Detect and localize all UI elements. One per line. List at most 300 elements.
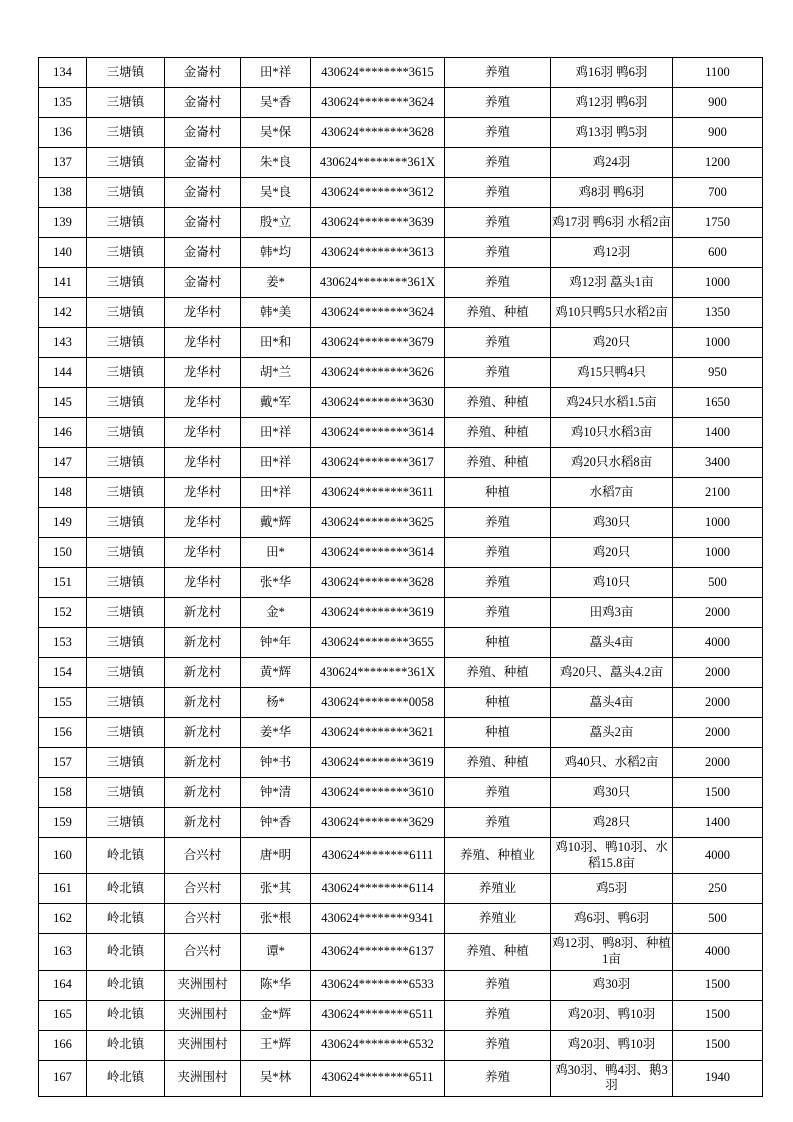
- cell-scale: 鸡40只、水稻2亩: [551, 748, 673, 778]
- cell-amount: 600: [673, 238, 763, 268]
- cell-amount: 1400: [673, 808, 763, 838]
- cell-amount: 1400: [673, 418, 763, 448]
- cell-no: 141: [39, 268, 87, 298]
- cell-type: 养殖: [445, 358, 551, 388]
- cell-name: 田*祥: [241, 418, 311, 448]
- cell-village: 龙华村: [165, 448, 241, 478]
- cell-village: 合兴村: [165, 838, 241, 874]
- cell-type: 养殖、种植: [445, 748, 551, 778]
- cell-village: 合兴村: [165, 904, 241, 934]
- cell-name: 吴*林: [241, 1060, 311, 1096]
- cell-no: 157: [39, 748, 87, 778]
- cell-village: 新龙村: [165, 628, 241, 658]
- cell-id_number: 430624********3628: [311, 568, 445, 598]
- cell-id_number: 430624********3619: [311, 748, 445, 778]
- cell-id_number: 430624********3614: [311, 418, 445, 448]
- cell-name: 吴*良: [241, 178, 311, 208]
- cell-scale: 鸡15只鸭4只: [551, 358, 673, 388]
- table-row: [39, 688, 763, 718]
- cell-town: 三塘镇: [87, 598, 165, 628]
- cell-amount: 1650: [673, 388, 763, 418]
- cell-type: 养殖: [445, 598, 551, 628]
- cell-amount: 1500: [673, 1000, 763, 1030]
- cell-no: 165: [39, 1000, 87, 1030]
- cell-village: 金崙村: [165, 88, 241, 118]
- cell-name: 田*和: [241, 328, 311, 358]
- cell-scale: 鸡30羽: [551, 970, 673, 1000]
- cell-name: 吴*保: [241, 118, 311, 148]
- cell-name: 田*祥: [241, 58, 311, 88]
- cell-amount: 4000: [673, 934, 763, 970]
- cell-amount: 4000: [673, 628, 763, 658]
- cell-village: 龙华村: [165, 358, 241, 388]
- cell-type: 养殖: [445, 1060, 551, 1096]
- cell-type: 种植: [445, 688, 551, 718]
- table-row: [39, 88, 763, 118]
- cell-scale: 藠头2亩: [551, 718, 673, 748]
- cell-village: 夹洲围村: [165, 970, 241, 1000]
- cell-no: 134: [39, 58, 87, 88]
- cell-name: 钟*清: [241, 778, 311, 808]
- cell-name: 朱*良: [241, 148, 311, 178]
- cell-no: 162: [39, 904, 87, 934]
- cell-no: 153: [39, 628, 87, 658]
- cell-village: 龙华村: [165, 478, 241, 508]
- cell-village: 金崙村: [165, 118, 241, 148]
- cell-amount: 1350: [673, 298, 763, 328]
- cell-type: 养殖: [445, 538, 551, 568]
- cell-no: 136: [39, 118, 87, 148]
- cell-town: 三塘镇: [87, 328, 165, 358]
- cell-name: 韩*均: [241, 238, 311, 268]
- cell-village: 龙华村: [165, 328, 241, 358]
- cell-id_number: 430624********6511: [311, 1060, 445, 1096]
- table-row: [39, 358, 763, 388]
- cell-no: 155: [39, 688, 87, 718]
- cell-village: 夹洲围村: [165, 1000, 241, 1030]
- table-row: [39, 478, 763, 508]
- cell-scale: 藠头4亩: [551, 628, 673, 658]
- cell-scale: 鸡16羽 鸭6羽: [551, 58, 673, 88]
- cell-name: 杨*: [241, 688, 311, 718]
- cell-type: 养殖业: [445, 874, 551, 904]
- cell-no: 146: [39, 418, 87, 448]
- cell-town: 三塘镇: [87, 688, 165, 718]
- cell-type: 养殖: [445, 328, 551, 358]
- cell-town: 岭北镇: [87, 1060, 165, 1096]
- cell-type: 养殖: [445, 808, 551, 838]
- cell-name: 田*祥: [241, 448, 311, 478]
- cell-amount: 900: [673, 118, 763, 148]
- cell-name: 田*: [241, 538, 311, 568]
- cell-amount: 500: [673, 904, 763, 934]
- cell-id_number: 430624********6533: [311, 970, 445, 1000]
- cell-village: 金崙村: [165, 148, 241, 178]
- cell-id_number: 430624********3624: [311, 298, 445, 328]
- cell-scale: 鸡10只: [551, 568, 673, 598]
- cell-village: 龙华村: [165, 418, 241, 448]
- cell-scale: 鸡17羽 鸭6羽 水稻2亩: [551, 208, 673, 238]
- cell-town: 三塘镇: [87, 508, 165, 538]
- cell-scale: 藠头4亩: [551, 688, 673, 718]
- table-row: [39, 1030, 763, 1060]
- cell-type: 养殖: [445, 1000, 551, 1030]
- cell-amount: 1750: [673, 208, 763, 238]
- cell-town: 三塘镇: [87, 208, 165, 238]
- table-row: [39, 658, 763, 688]
- table-row: [39, 298, 763, 328]
- cell-village: 金崙村: [165, 268, 241, 298]
- cell-town: 三塘镇: [87, 58, 165, 88]
- table-row: [39, 268, 763, 298]
- cell-scale: 鸡10羽、鸭10羽、水稻15.8亩: [551, 838, 673, 874]
- cell-village: 金崙村: [165, 238, 241, 268]
- table-row: [39, 1000, 763, 1030]
- cell-name: 张*根: [241, 904, 311, 934]
- cell-name: 韩*美: [241, 298, 311, 328]
- table-row: [39, 58, 763, 88]
- cell-village: 金崙村: [165, 58, 241, 88]
- cell-amount: 1000: [673, 268, 763, 298]
- cell-type: 种植: [445, 718, 551, 748]
- cell-scale: 鸡12羽 鸭6羽: [551, 88, 673, 118]
- cell-amount: 1000: [673, 508, 763, 538]
- cell-no: 140: [39, 238, 87, 268]
- cell-id_number: 430624********6532: [311, 1030, 445, 1060]
- cell-id_number: 430624********3655: [311, 628, 445, 658]
- cell-name: 姜*: [241, 268, 311, 298]
- cell-town: 岭北镇: [87, 970, 165, 1000]
- cell-village: 新龙村: [165, 748, 241, 778]
- cell-id_number: 430624********3621: [311, 718, 445, 748]
- table-row: [39, 778, 763, 808]
- table-body: [39, 58, 763, 1097]
- cell-amount: 950: [673, 358, 763, 388]
- cell-scale: 鸡6羽、鸭6羽: [551, 904, 673, 934]
- cell-scale: 鸡20羽、鸭10羽: [551, 1030, 673, 1060]
- cell-scale: 鸡12羽: [551, 238, 673, 268]
- subsidy-table: [38, 57, 763, 1097]
- cell-scale: 鸡30只: [551, 778, 673, 808]
- cell-scale: 鸡24羽: [551, 148, 673, 178]
- cell-village: 新龙村: [165, 808, 241, 838]
- cell-town: 三塘镇: [87, 808, 165, 838]
- cell-type: 养殖: [445, 118, 551, 148]
- cell-scale: 鸡20只水稻8亩: [551, 448, 673, 478]
- cell-town: 三塘镇: [87, 118, 165, 148]
- cell-amount: 1200: [673, 148, 763, 178]
- cell-town: 三塘镇: [87, 658, 165, 688]
- cell-id_number: 430624********361X: [311, 268, 445, 298]
- cell-no: 158: [39, 778, 87, 808]
- cell-no: 138: [39, 178, 87, 208]
- table-row: [39, 508, 763, 538]
- cell-no: 135: [39, 88, 87, 118]
- table-row: [39, 568, 763, 598]
- cell-no: 167: [39, 1060, 87, 1096]
- cell-village: 金崙村: [165, 178, 241, 208]
- cell-town: 三塘镇: [87, 268, 165, 298]
- table-row: [39, 208, 763, 238]
- table-row: [39, 718, 763, 748]
- cell-type: 养殖: [445, 970, 551, 1000]
- cell-scale: 鸡20羽、鸭10羽: [551, 1000, 673, 1030]
- cell-village: 新龙村: [165, 658, 241, 688]
- cell-type: 养殖、种植业: [445, 838, 551, 874]
- cell-no: 163: [39, 934, 87, 970]
- cell-no: 137: [39, 148, 87, 178]
- cell-name: 黄*辉: [241, 658, 311, 688]
- cell-amount: 1500: [673, 970, 763, 1000]
- cell-village: 龙华村: [165, 388, 241, 418]
- cell-id_number: 430624********9341: [311, 904, 445, 934]
- cell-no: 151: [39, 568, 87, 598]
- cell-village: 夹洲围村: [165, 1060, 241, 1096]
- table-row: [39, 538, 763, 568]
- cell-name: 钟*香: [241, 808, 311, 838]
- cell-village: 新龙村: [165, 778, 241, 808]
- cell-scale: 鸡24只水稻1.5亩: [551, 388, 673, 418]
- cell-name: 戴*辉: [241, 508, 311, 538]
- cell-no: 144: [39, 358, 87, 388]
- cell-town: 三塘镇: [87, 478, 165, 508]
- cell-name: 殷*立: [241, 208, 311, 238]
- cell-id_number: 430624********6511: [311, 1000, 445, 1030]
- cell-scale: 鸡12羽 藠头1亩: [551, 268, 673, 298]
- cell-no: 142: [39, 298, 87, 328]
- cell-name: 王*辉: [241, 1030, 311, 1060]
- cell-no: 164: [39, 970, 87, 1000]
- table-row: [39, 874, 763, 904]
- cell-name: 姜*华: [241, 718, 311, 748]
- cell-amount: 1500: [673, 778, 763, 808]
- cell-scale: 鸡8羽 鸭6羽: [551, 178, 673, 208]
- cell-name: 陈*华: [241, 970, 311, 1000]
- cell-town: 三塘镇: [87, 628, 165, 658]
- cell-type: 养殖: [445, 238, 551, 268]
- cell-scale: 鸡30只: [551, 508, 673, 538]
- cell-scale: 鸡5羽: [551, 874, 673, 904]
- cell-town: 三塘镇: [87, 778, 165, 808]
- cell-amount: 900: [673, 88, 763, 118]
- cell-id_number: 430624********6114: [311, 874, 445, 904]
- table-row: [39, 178, 763, 208]
- cell-id_number: 430624********3617: [311, 448, 445, 478]
- cell-name: 戴*军: [241, 388, 311, 418]
- cell-village: 新龙村: [165, 718, 241, 748]
- cell-amount: 2000: [673, 688, 763, 718]
- cell-amount: 2000: [673, 748, 763, 778]
- cell-village: 龙华村: [165, 538, 241, 568]
- cell-scale: 鸡12羽、鸭8羽、种植1亩: [551, 934, 673, 970]
- cell-type: 养殖: [445, 268, 551, 298]
- cell-town: 三塘镇: [87, 748, 165, 778]
- cell-type: 养殖: [445, 208, 551, 238]
- cell-no: 154: [39, 658, 87, 688]
- cell-name: 张*其: [241, 874, 311, 904]
- cell-scale: 鸡20只: [551, 538, 673, 568]
- cell-type: 养殖业: [445, 904, 551, 934]
- cell-type: 养殖、种植: [445, 658, 551, 688]
- table-row: [39, 418, 763, 448]
- cell-id_number: 430624********3628: [311, 118, 445, 148]
- table-row: [39, 448, 763, 478]
- cell-id_number: 430624********3619: [311, 598, 445, 628]
- cell-type: 养殖、种植: [445, 934, 551, 970]
- cell-amount: 4000: [673, 838, 763, 874]
- cell-village: 新龙村: [165, 598, 241, 628]
- table-row: [39, 808, 763, 838]
- cell-type: 种植: [445, 478, 551, 508]
- cell-scale: 水稻7亩: [551, 478, 673, 508]
- cell-amount: 2100: [673, 478, 763, 508]
- cell-town: 岭北镇: [87, 838, 165, 874]
- cell-id_number: 430624********6111: [311, 838, 445, 874]
- cell-town: 三塘镇: [87, 568, 165, 598]
- cell-type: 养殖: [445, 1030, 551, 1060]
- cell-amount: 1500: [673, 1030, 763, 1060]
- cell-id_number: 430624********3630: [311, 388, 445, 418]
- table-row: [39, 328, 763, 358]
- cell-no: 156: [39, 718, 87, 748]
- cell-id_number: 430624********3639: [311, 208, 445, 238]
- cell-type: 养殖: [445, 58, 551, 88]
- cell-town: 三塘镇: [87, 358, 165, 388]
- cell-town: 三塘镇: [87, 88, 165, 118]
- cell-name: 胡*兰: [241, 358, 311, 388]
- cell-no: 150: [39, 538, 87, 568]
- cell-name: 钟*书: [241, 748, 311, 778]
- cell-id_number: 430624********3614: [311, 538, 445, 568]
- cell-no: 152: [39, 598, 87, 628]
- cell-type: 养殖、种植: [445, 448, 551, 478]
- cell-town: 三塘镇: [87, 538, 165, 568]
- cell-type: 养殖: [445, 568, 551, 598]
- table-row: [39, 388, 763, 418]
- cell-scale: 鸡13羽 鸭5羽: [551, 118, 673, 148]
- cell-scale: 鸡20只: [551, 328, 673, 358]
- table-row: [39, 148, 763, 178]
- table-row: [39, 238, 763, 268]
- cell-amount: 1100: [673, 58, 763, 88]
- table-row: [39, 118, 763, 148]
- cell-town: 岭北镇: [87, 874, 165, 904]
- table-row: [39, 904, 763, 934]
- cell-name: 吴*香: [241, 88, 311, 118]
- cell-id_number: 430624********3615: [311, 58, 445, 88]
- cell-id_number: 430624********3629: [311, 808, 445, 838]
- cell-village: 夹洲围村: [165, 1030, 241, 1060]
- cell-id_number: 430624********3612: [311, 178, 445, 208]
- cell-scale: 田鸡3亩: [551, 598, 673, 628]
- table-row: [39, 628, 763, 658]
- cell-town: 三塘镇: [87, 388, 165, 418]
- cell-scale: 鸡20只、藠头4.2亩: [551, 658, 673, 688]
- cell-type: 养殖、种植: [445, 388, 551, 418]
- cell-scale: 鸡30羽、鸭4羽、鹅3羽: [551, 1060, 673, 1096]
- cell-village: 新龙村: [165, 688, 241, 718]
- cell-name: 唐*明: [241, 838, 311, 874]
- cell-no: 145: [39, 388, 87, 418]
- table-row: [39, 970, 763, 1000]
- cell-no: 148: [39, 478, 87, 508]
- table-row: [39, 598, 763, 628]
- cell-type: 养殖: [445, 148, 551, 178]
- cell-town: 三塘镇: [87, 448, 165, 478]
- cell-name: 金*辉: [241, 1000, 311, 1030]
- cell-amount: 3400: [673, 448, 763, 478]
- cell-id_number: 430624********3626: [311, 358, 445, 388]
- cell-town: 三塘镇: [87, 238, 165, 268]
- cell-name: 田*祥: [241, 478, 311, 508]
- cell-no: 149: [39, 508, 87, 538]
- cell-amount: 2000: [673, 598, 763, 628]
- cell-no: 161: [39, 874, 87, 904]
- cell-amount: 500: [673, 568, 763, 598]
- cell-town: 岭北镇: [87, 1030, 165, 1060]
- cell-name: 谭*: [241, 934, 311, 970]
- cell-amount: 250: [673, 874, 763, 904]
- table-row: [39, 748, 763, 778]
- cell-amount: 2000: [673, 718, 763, 748]
- cell-type: 养殖、种植: [445, 418, 551, 448]
- cell-id_number: 430624********0058: [311, 688, 445, 718]
- cell-id_number: 430624********3610: [311, 778, 445, 808]
- cell-type: 养殖: [445, 178, 551, 208]
- cell-scale: 鸡28只: [551, 808, 673, 838]
- cell-village: 龙华村: [165, 568, 241, 598]
- cell-no: 159: [39, 808, 87, 838]
- cell-town: 三塘镇: [87, 178, 165, 208]
- cell-id_number: 430624********3613: [311, 238, 445, 268]
- table-row: [39, 934, 763, 970]
- table-row: [39, 838, 763, 874]
- cell-id_number: 430624********361X: [311, 148, 445, 178]
- cell-amount: 1000: [673, 538, 763, 568]
- cell-type: 养殖: [445, 88, 551, 118]
- cell-village: 龙华村: [165, 508, 241, 538]
- cell-id_number: 430624********361X: [311, 658, 445, 688]
- cell-no: 143: [39, 328, 87, 358]
- cell-scale: 鸡10只鸭5只水稻2亩: [551, 298, 673, 328]
- cell-id_number: 430624********3624: [311, 88, 445, 118]
- cell-amount: 1000: [673, 328, 763, 358]
- cell-type: 养殖、种植: [445, 298, 551, 328]
- cell-village: 龙华村: [165, 298, 241, 328]
- cell-type: 种植: [445, 628, 551, 658]
- cell-town: 三塘镇: [87, 148, 165, 178]
- cell-town: 三塘镇: [87, 298, 165, 328]
- cell-no: 147: [39, 448, 87, 478]
- cell-village: 合兴村: [165, 874, 241, 904]
- cell-village: 金崙村: [165, 208, 241, 238]
- cell-no: 166: [39, 1030, 87, 1060]
- cell-village: 合兴村: [165, 934, 241, 970]
- cell-amount: 2000: [673, 658, 763, 688]
- cell-id_number: 430624********6137: [311, 934, 445, 970]
- cell-no: 160: [39, 838, 87, 874]
- cell-name: 钟*年: [241, 628, 311, 658]
- cell-town: 三塘镇: [87, 418, 165, 448]
- cell-town: 岭北镇: [87, 904, 165, 934]
- cell-type: 养殖: [445, 508, 551, 538]
- cell-name: 张*华: [241, 568, 311, 598]
- cell-name: 金*: [241, 598, 311, 628]
- cell-type: 养殖: [445, 778, 551, 808]
- cell-amount: 700: [673, 178, 763, 208]
- cell-id_number: 430624********3625: [311, 508, 445, 538]
- cell-id_number: 430624********3611: [311, 478, 445, 508]
